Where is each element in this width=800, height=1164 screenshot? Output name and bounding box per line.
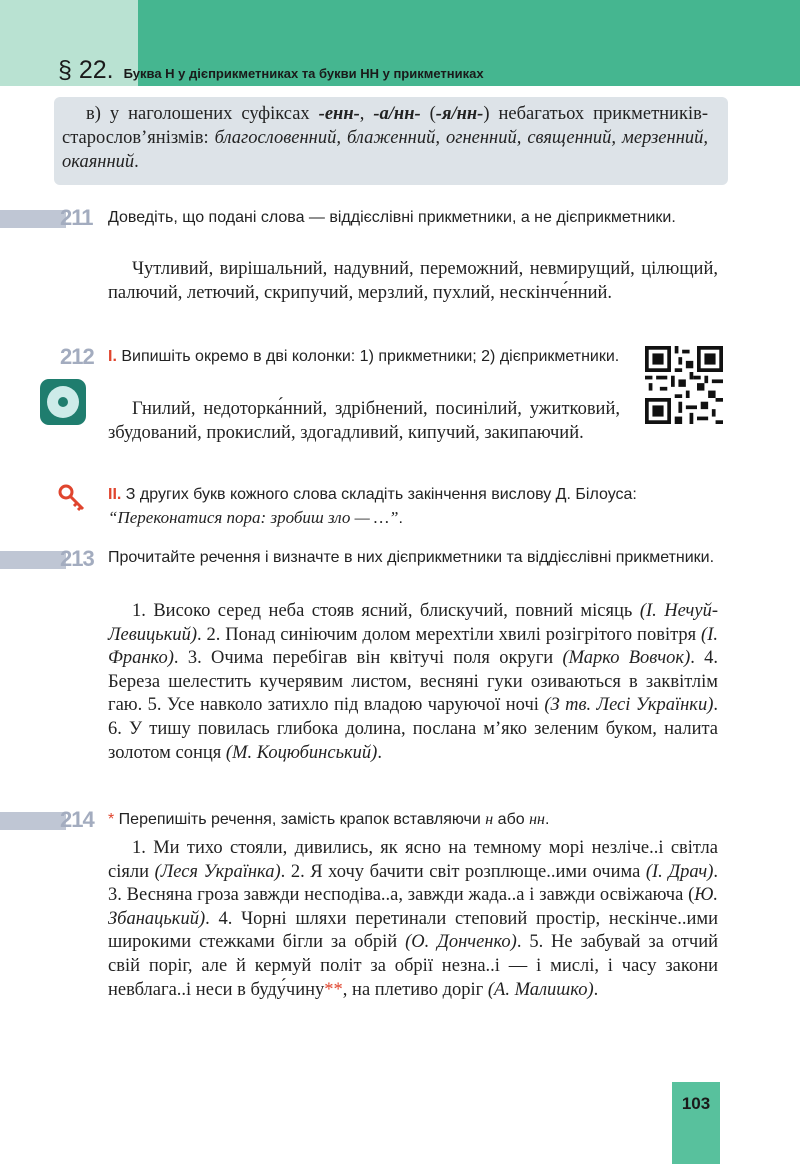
exercise-number-214: 214: [60, 807, 94, 832]
exercise-214-text: 1. Ми тихо стояли, дивились, як ясно на темному морі незліче..і світла сіяли (Леся Українка). 2. Я хочу бачити світ розплюще..ими очима (І. Драч). 3. Весняна гроза завжди несподіва..а, завжди жада..а і завжди освіжаюча (Ю. Збанацький). 4. Чорні шляхи перетинали степовий простір, нескінче..ими широкими стежками бігли за обрій (О. Донченко). 5. Не забувай за отчий свій поріг, але й кермуй політ за обрії незна..і — і мислі, і часу закони невблага..і неси в буду́чину**, на плетиво доріг (А. Малишко).: [108, 838, 718, 1000]
exercise-number-213: 213: [60, 546, 94, 571]
rule-text: в) у наголошених суфіксах -енн-, -а/нн- (-я/нн-) небагатьох прикметників-старослов’янізмів: благословенний, блаженний, огненний, священний, мерзенний, окаянний.: [62, 104, 708, 172]
exercise-212-part2-instruction: ІІ. З других букв кожного слова складіть закінчення вислову Д. Білоуса: “Переконатися пора: зробиш зло — …”.: [108, 486, 637, 527]
exercise-211-instruction: Доведіть, що подані слова — віддієслівні прикметники, а не дієприкметники.: [108, 209, 676, 226]
exercise-212-part1-instruction: І. Випишіть окремо в дві колонки: 1) прикметники; 2) дієприкметники.: [108, 348, 620, 365]
exercise-number-212: 212: [60, 344, 94, 369]
exercise-211-words: Чутливий, вирішальний, надувний, переможний, невмирущий, цілющий, палючий, летючий, скрипучий, мерзлий, пухлий, нескінче́нний.: [108, 259, 718, 303]
exercise-bar: [0, 210, 66, 228]
key-icon: [58, 484, 86, 512]
exercise-213-text: 1. Високо серед неба стояв ясний, блискучий, повний місяць (І. Нечуй-Левицький). 2. Понад синіючим долом мерехтіли хвилі розігрітого повітря (І. Франко). 3. Очима перебігав він квітучі поля округи (Марко Вовчок). 4. Береза шелестить кучерявим листом, весняні гуки озиваються в заквітлім гаю. 5. Усе навколо затихло під владою чаруючої ночі (З тв. Лесі Українки). 6. У тишу повилась глибока долина, послана м’яко зеленим буком, налита золотом сонця (М. Коцюбинський).: [108, 601, 719, 763]
page-number: 103: [681, 1094, 711, 1113]
exercise-number-211: 211: [60, 205, 93, 230]
exercise-212-words: Гнилий, недоторка́нний, здрібнений, посинілий, ужитковий, збудований, прокислий, здогадливий, кипучий, закипаючий.: [108, 399, 620, 443]
disc-icon[interactable]: [40, 379, 86, 425]
exercise-bar: [0, 551, 66, 569]
qr-code-icon[interactable]: [645, 346, 723, 424]
exercise-214-instruction: * Перепишіть речення, замість крапок вставляючи н або нн.: [108, 811, 550, 828]
section-heading: [58, 56, 484, 85]
exercise-bar: [0, 812, 66, 830]
section-title: Буква Н у дієприкметниках та букви НН у прикметниках: [123, 66, 484, 81]
section-number: § 22.: [58, 56, 114, 84]
exercise-213-instruction: Прочитайте речення і визначте в них дієприкметники та віддієслівні прикметники.: [108, 549, 715, 566]
